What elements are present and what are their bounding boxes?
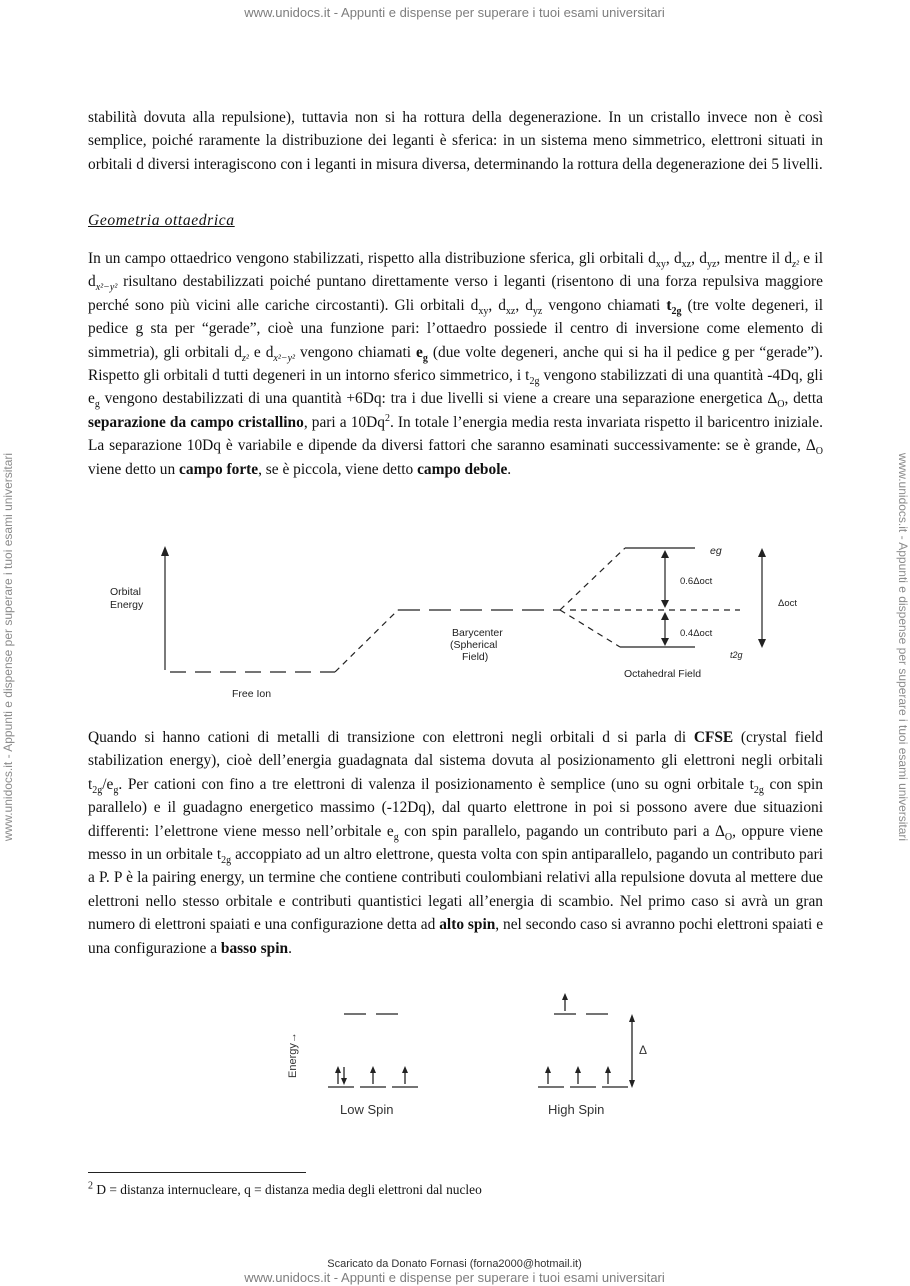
paragraph-intro: stabilità dovuta alla repulsione), tuttavia non si ha rottura della degenerazione. In un cristallo invece non è così semplice, poiché raramente la distribuzione dei leganti è sferica: in un sistema meno simmetrico, elettroni situati in orbitali d diversi interagiscono con i leganti in misura diversa, determinando la rottura della degenerazione dei 5 livelli. — [88, 109, 823, 173]
paragraph-cfse: Quando si hanno cationi di metalli di transizione con elettroni negli orbitali d si parla di CFSE (crystal field stabilization energy), cioè dell’energia guadagnata dal sistema dovuta al posizionamento gli elettroni negli orbitali $t_{2g}/e_g$. Per cationi con fino a tre elettroni di valenza il posizionamento è semplice (uno su ogni orbitale $t_{2g}$ con spin parallelo) e il guadagno energetico massimo (-12Dq), dal quarto elettrone in poi si possono avere due situazioni differenti: l’elettrone viene messo nell’orbitale $e_g$ con spin parallelo, pagando un contributo pari a $\Delta_O$, oppure viene messo in un orbitale $t_{2g}$ accoppiato ad un altro elettrone, questa volta con spin antiparallelo, pagando un contributo pari a P. P è la pairing energy, un termine che contiene contributi coulombiani relativi alla repulsione dovuta al mettere due elettroni nello stesso orbitale e contributi quantistici legati all’energia di scambio. Nel primo caso si avrà un gran numero di elettroni spaiati e una configurazione detta ad alto spin, nel secondo caso si avranno pochi elettroni spaiati e una configurazione a basso spin. — [88, 729, 824, 957]
high-spin-label: High Spin — [548, 1102, 605, 1117]
eg-label: eg — [710, 545, 722, 557]
t2g-label: t2g — [730, 650, 743, 660]
delta-label: Δ — [639, 1043, 648, 1057]
watermark-bottom: www.unidocs.it - Appunti e dispense per superare i tuoi esami universitari — [244, 1270, 665, 1285]
watermark-right: www.unidocs.it - Appunti e dispense per superare i tuoi esami universitari — [896, 452, 910, 842]
section-heading: Geometria ottaedrica — [88, 212, 235, 229]
lower-split-label: 0.4Δoct — [680, 628, 713, 639]
orbital-energy-label-1: Orbital — [110, 586, 141, 598]
watermark-top: www.unidocs.it - Appunti e dispense per superare i tuoi esami universitari — [244, 5, 665, 20]
watermark-left: www.unidocs.it - Appunti e dispense per superare i tuoi esami universitari — [1, 452, 15, 842]
delta-oct-label: Δoct — [778, 598, 798, 609]
crystal-field-splitting-diagram — [100, 540, 820, 705]
barycenter-label-3: Field) — [462, 651, 489, 663]
barycenter-label-2: (Spherical — [450, 639, 498, 651]
low-spin-label: Low Spin — [340, 1102, 394, 1117]
orbital-energy-label-2: Energy — [110, 599, 144, 611]
octahedral-field-label: Octahedral Field — [624, 668, 702, 680]
footnote-rule — [88, 1172, 306, 1173]
barycenter-label-1: Barycenter — [452, 627, 503, 639]
spin-state-diagram — [278, 990, 648, 1120]
free-ion-label: Free Ion — [232, 688, 272, 700]
download-credit: Scaricato da Donato Fornasi (forna2000@hotmail.it) — [327, 1258, 582, 1270]
energy-axis-label: Energy→ — [287, 1032, 299, 1078]
paragraph-octahedral: In un campo ottaedrico vengono stabilizzati, rispetto alla distribuzione sferica, gli orbitali $d_{xy}$, $d_{xz}$, $d_{yz}$, mentre il $d_{z^2}$ e il $d_{x^2-y^2}$ risultano destabilizzati poiché puntano direttamente verso i leganti (risentono di una forza repulsiva maggiore perché sono più vicini alle cariche circostanti). Gli orbitali $d_{xy}$, $d_{xz}$, $d_{yz}$ vengono chiamati $t_{2g}$ (tre volte degeneri, il pedice g sta per “gerade”, cioè una funzione pari: l’ottaedro possiede il centro di inversione come elemento di simmetria), gli orbitali $d_{z^2}$ e $d_{x^2-y^2}$ vengono chiamati $e_g$ (due volte degeneri, anche qui si ha il pedice g per “gerade”). Rispetto gli orbitali d tutti degeneri in un intorno sferico simmetrico, i $t_{2g}$ vengono stabilizzati di una quantità -4Dq, gli $e_g$ vengono destabilizzati di una quantità +6Dq: tra i due livelli si viene a creare una separazione energetica $\Delta_O$, detta separazione da campo cristallino, pari a 10Dq$^2$. In totale l’energia media resta invariata rispetto il baricentro iniziale. La separazione 10Dq è variabile e dipende da diversi fattori che saranno esaminati successivamente: se è grande, $\Delta_O$ viene detto un campo forte, se è piccola, viene detto campo debole. — [88, 250, 823, 478]
upper-split-label: 0.6Δoct — [680, 576, 713, 587]
footnote: $^2$ D = distanza internucleare, q = distanza media degli elettroni dal nucleo — [88, 1180, 482, 1197]
